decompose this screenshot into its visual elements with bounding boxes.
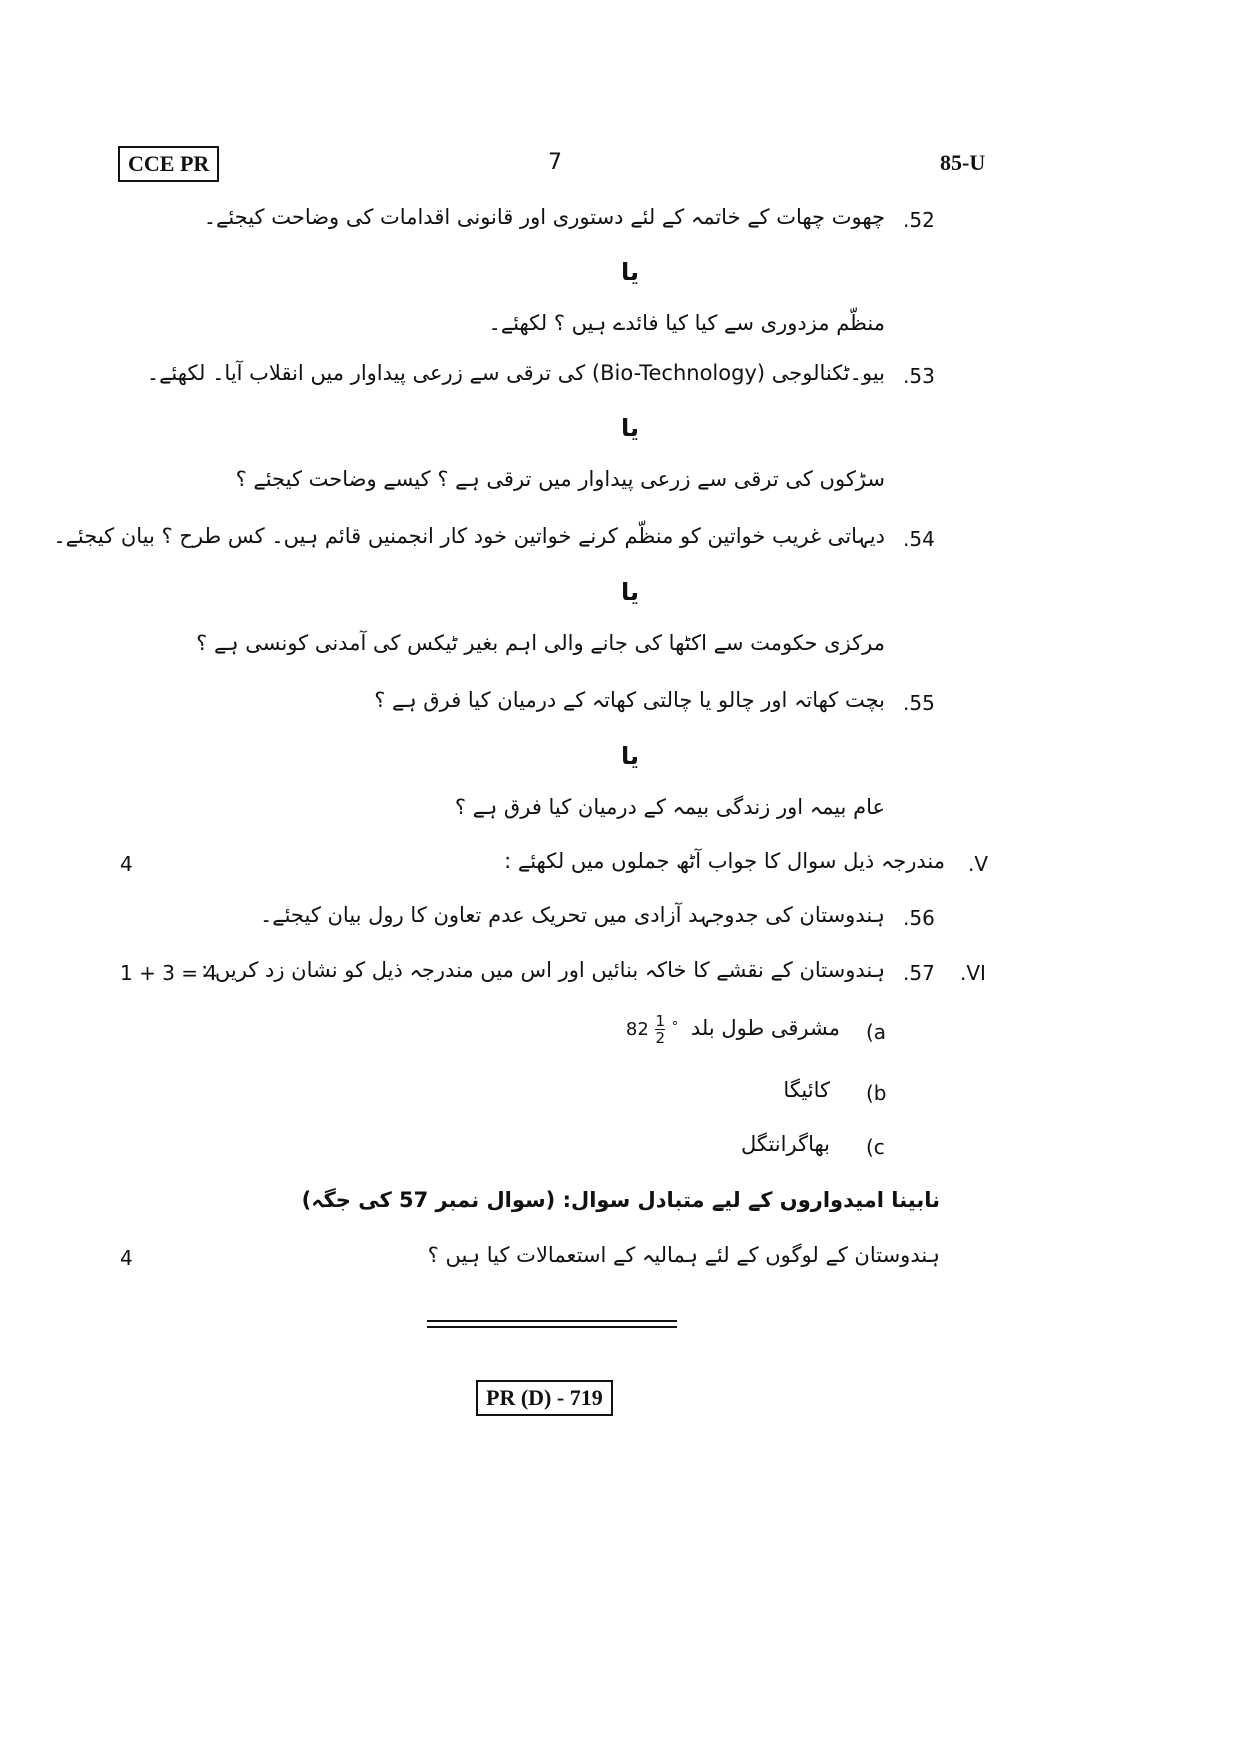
item-a-frac-num: 1 [655, 1011, 666, 1030]
question-number-53: .53 [903, 364, 935, 388]
section-vi-roman: .VI [960, 961, 986, 985]
or-label-52: یا [620, 258, 640, 286]
page-number: 7 [548, 150, 562, 175]
section-v-instruction-row [330, 846, 945, 876]
item-c-text: بھاگرانتگل [740, 1132, 830, 1156]
question-55-row [330, 685, 885, 715]
item-a-fraction [655, 1013, 665, 1046]
question-number-56: .56 [903, 906, 935, 930]
question-56-row [259, 900, 885, 930]
end-rule-top [427, 1320, 677, 1322]
blind-question-text: ہندوستان کے لوگوں کے لئے ہمالیہ کے استعمالات کیا ہیں ؟ [427, 1243, 940, 1267]
question-53-alt-text: سڑکوں کی ترقی سے زرعی پیداوار میں ترقی ہے ؟ کیسے وضاحت کیجئے ؟ [235, 467, 885, 491]
item-c-row [640, 1129, 830, 1159]
question-52-text: چھوت چھات کے خاتمہ کے لئے دستوری اور قانونی اقدامات کی وضاحت کیجئے۔ [203, 205, 885, 229]
question-54-alt-row [196, 628, 885, 658]
item-a-frac-den: 2 [655, 1028, 666, 1047]
question-55-alt-row [330, 792, 885, 822]
item-a-value-group [626, 1008, 678, 1050]
section-v-roman: .V [968, 852, 989, 876]
header-right-code: 85-U [940, 150, 986, 175]
item-b-text: کائیگا [783, 1078, 830, 1102]
question-56-text: ہندوستان کی جدوجہد آزادی میں تحریک عدم تعاون کا رول بیان کیجئے۔ [259, 903, 885, 927]
blind-question-row [427, 1240, 940, 1270]
question-number-52: .52 [903, 208, 935, 232]
question-53-alt-row [235, 464, 885, 494]
footer-code: PR (D) - 719 [476, 1380, 613, 1416]
question-number-54: .54 [903, 527, 935, 551]
question-52-alt-row [330, 308, 885, 338]
question-53-row [146, 358, 885, 388]
question-52-alt-text: منظّم مزدوری سے کیا کیا فائدے ہیں ؟ لکھئے۔ [488, 311, 885, 335]
question-54-row [53, 521, 885, 551]
item-a-label: (a [866, 1020, 887, 1044]
question-54-text: دیہاتی غریب خواتین کو منظّم کرنے خواتین خود کار انجمنیں قائم ہیں۔ کس طرح ؟ بیان کیجئے۔ [53, 524, 885, 548]
question-54-alt-text: مرکزی حکومت سے اکٹھا کی جانے والی اہم بغیر ٹیکس کی آمدنی کونسی ہے ؟ [196, 631, 885, 655]
item-a-degree: ° [671, 1020, 679, 1035]
item-b-row [640, 1075, 830, 1105]
section-vi-marks: 1 + 3 = 4 [120, 961, 218, 985]
item-a-text: مشرقی طول بلد [690, 1016, 840, 1040]
question-53-text: بیو۔ٹکنالوجی (Bio-Technology) کی ترقی سے زرعی پیداوار میں انقلاب آیا۔ لکھئے۔ [146, 361, 885, 385]
item-c-label: (c [866, 1135, 885, 1159]
blind-heading: نابینا امیدواروں کے لیے متبادل سوال: (سوال نمبر 57 کی جگہ) [301, 1188, 940, 1212]
question-57-text: ہندوستان کے نقشے کا خاکہ بنائیں اور اس میں مندرجہ ذیل کو نشان زد کریں : [201, 958, 885, 982]
item-a-value: 82 [625, 1019, 649, 1040]
end-rule-bottom [427, 1326, 677, 1328]
question-number-57: .57 [903, 961, 935, 985]
question-number-55: .55 [903, 691, 935, 715]
question-55-text: بچت کھاتہ اور چالو یا چالتی کھاتہ کے درمیان کیا فرق ہے ؟ [374, 688, 885, 712]
question-52-row [203, 202, 885, 232]
item-a-row [625, 1008, 840, 1056]
section-v-marks: 4 [120, 852, 133, 876]
item-b-label: (b [866, 1081, 887, 1105]
blind-question-marks: 4 [120, 1246, 133, 1270]
blind-heading-row [301, 1185, 940, 1215]
question-57-row [201, 955, 885, 985]
or-label-53: یا [620, 414, 640, 442]
or-label-55: یا [620, 742, 640, 770]
or-label-54: یا [620, 578, 640, 606]
section-v-instruction: مندرجہ ذیل سوال کا جواب آٹھ جملوں میں لکھئے : [504, 849, 945, 873]
question-55-alt-text: عام بیمہ اور زندگی بیمہ کے درمیان کیا فرق ہے ؟ [454, 795, 885, 819]
header-left-code: CCE PR [118, 146, 219, 182]
